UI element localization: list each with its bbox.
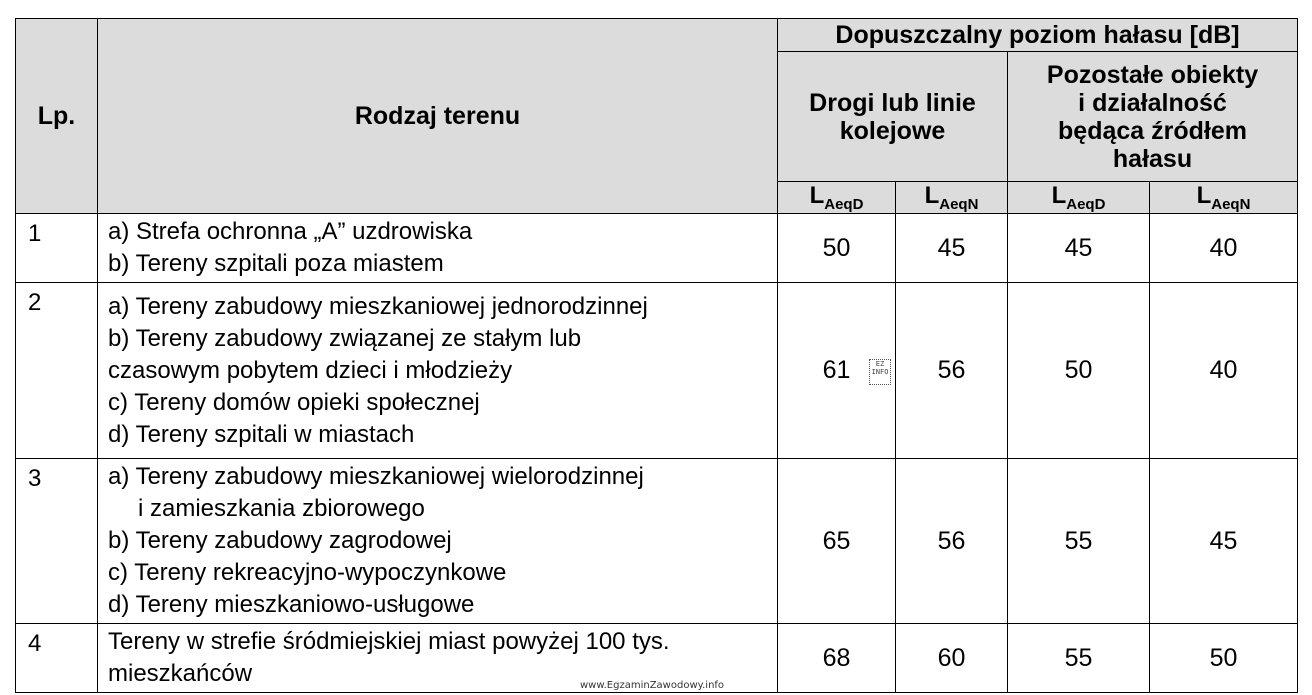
header-other-line: hałasu <box>1112 144 1193 173</box>
row-terrain <box>98 283 778 459</box>
value-text: 61 <box>822 356 851 384</box>
row-lp: 4 <box>16 624 98 693</box>
header-roads-line: Drogi lub linie <box>809 88 976 117</box>
terrain-line: Tereny w strefie śródmiejskiej miast powyżej 100 tys. <box>108 628 670 655</box>
row-terrain <box>98 459 778 624</box>
terrain-line: a) Tereny zabudowy mieszkaniowej jednorodzinnej <box>108 292 648 320</box>
value-cell: 50 <box>1150 624 1298 693</box>
table-row <box>16 214 1298 283</box>
noise-limits-table <box>15 18 1298 693</box>
header-other-line: i działalność <box>1078 88 1227 117</box>
value-cell <box>778 283 896 459</box>
header-noise-level: Dopuszczalny poziom hałasu [dB] <box>778 19 1298 52</box>
terrain-line: c) Tereny domów opieki społecznej <box>108 388 480 416</box>
value-cell: 68 <box>778 624 896 693</box>
terrain-line: d) Tereny mieszkaniowo-usługowe <box>108 591 475 618</box>
terrain-line: b) Tereny szpitali poza miastem <box>108 250 444 277</box>
terrain-line: mieszkańców <box>108 660 253 687</box>
header-laeqn-other: $L_{AeqN}$ <box>1150 182 1298 214</box>
value-cell: 40 <box>1150 283 1298 459</box>
value-cell: 55 <box>1008 459 1150 624</box>
watermark-text: www.EgzaminZawodowy.info <box>580 680 725 691</box>
row-lp: 2 <box>16 283 98 459</box>
value-cell: 45 <box>896 214 1008 283</box>
terrain-line: czasowym pobytem dzieci i młodzieży <box>108 356 513 384</box>
header-laeqd-roads: $L_{AeqD}$ <box>778 182 896 214</box>
row-lp: 1 <box>16 214 98 283</box>
value-cell: 50 <box>778 214 896 283</box>
terrain-line: d) Tereny szpitali w miastach <box>108 420 415 448</box>
header-lp: Lp. <box>16 19 98 214</box>
row-terrain <box>98 214 778 283</box>
terrain-line: a) Tereny zabudowy mieszkaniowej wielorodzinnej <box>108 463 644 490</box>
value-cell: 60 <box>896 624 1008 693</box>
terrain-line: a) Strefa ochronna „A” uzdrowiska <box>108 218 473 245</box>
header-roads-line: kolejowe <box>839 116 946 145</box>
header-other-line: Pozostałe obiekty <box>1046 60 1259 89</box>
header-laeqd-other: $L_{AeqD}$ <box>1008 182 1150 214</box>
value-cell: 56 <box>896 283 1008 459</box>
value-cell: 40 <box>1150 214 1298 283</box>
header-roads <box>778 52 1008 182</box>
header-terrain: Rodzaj terenu <box>98 19 778 214</box>
value-cell: 65 <box>778 459 896 624</box>
terrain-line: c) Tereny rekreacyjno-wypoczynkowe <box>108 559 507 586</box>
value-cell: 45 <box>1008 214 1150 283</box>
row-lp: 3 <box>16 459 98 624</box>
header-laeqn-roads: $L_{AeqN}$ <box>896 182 1008 214</box>
terrain-line: i zamieszkania zbiorowego <box>138 495 425 522</box>
header-other-objects <box>1008 52 1298 182</box>
value-cell: 56 <box>896 459 1008 624</box>
value-cell: 50 <box>1008 283 1150 459</box>
terrain-line: b) Tereny zabudowy związanej ze stałym lub <box>108 324 582 352</box>
terrain-line: b) Tereny zabudowy zagrodowej <box>108 527 452 554</box>
table-row <box>16 459 1298 624</box>
value-cell: 45 <box>1150 459 1298 624</box>
table-row <box>16 283 1298 459</box>
value-cell: 55 <box>1008 624 1150 693</box>
watermark-logo-icon: EZ INFO <box>869 359 891 385</box>
header-other-line: będąca źródłem <box>1058 116 1247 145</box>
